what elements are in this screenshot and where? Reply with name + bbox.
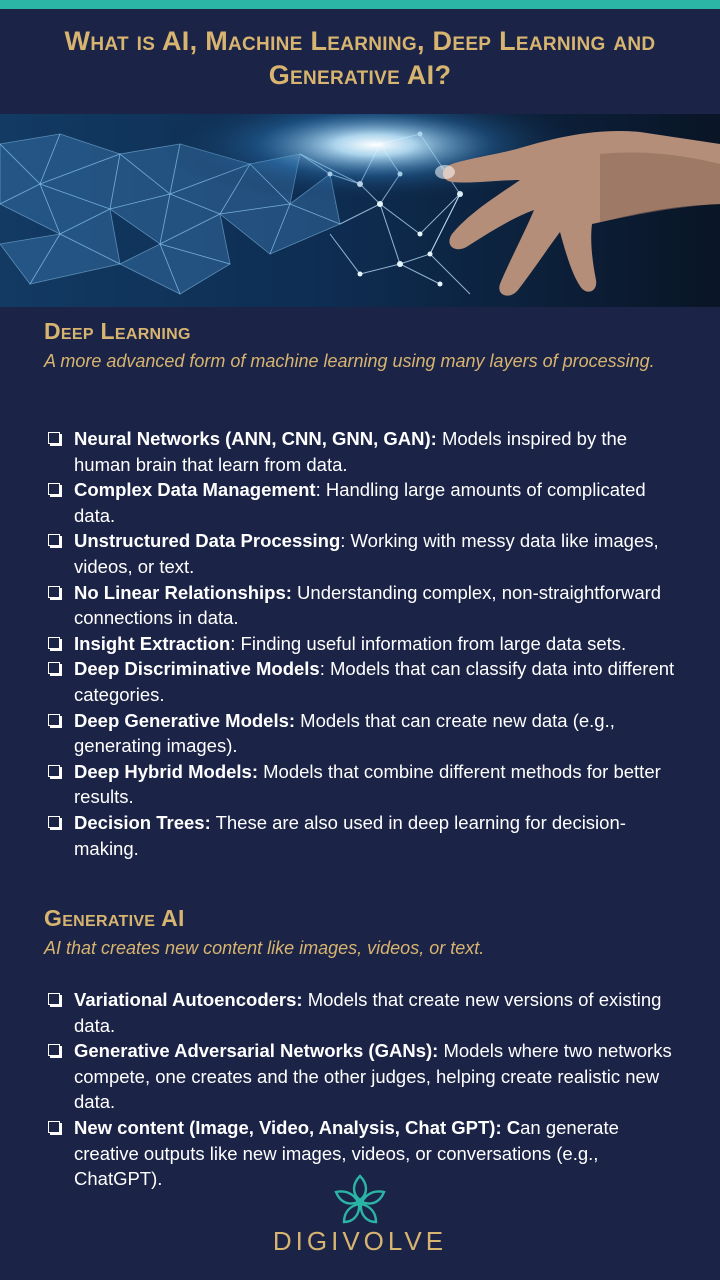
flower-logo-icon [330,1172,390,1228]
checkbox-bullet-icon [48,993,60,1005]
checkbox-bullet-icon [48,637,60,649]
page-title: What is AI, Machine Learning, Deep Learning and Generative AI? [64,26,656,90]
list-item: Deep Generative Models: Models that can create new data (e.g., generating images). [46,708,686,759]
checkbox-bullet-icon [48,1044,60,1056]
checkbox-bullet-icon [48,662,60,674]
checkbox-bullet-icon [48,483,60,495]
hero-image [0,114,720,307]
ai-hand-network-illustration [0,114,720,307]
list-item: Neural Networks (ANN, CNN, GNN, GAN): Models inspired by the human brain that learn from data. [46,426,686,477]
checkbox-bullet-icon [48,816,60,828]
generative-ai-heading: Generative AI [44,905,185,931]
checkbox-bullet-icon [48,432,60,444]
list-item: Insight Extraction: Finding useful information from large data sets. [46,631,686,657]
list-item: Variational Autoencoders: Models that create new versions of existing data. [46,987,686,1038]
list-item: New content (Image, Video, Analysis, Chat GPT): Can generate creative outputs like new images, videos, or conversations (e.g., ChatGPT). [46,1115,686,1192]
checkbox-bullet-icon [48,534,60,546]
list-item: Generative Adversarial Networks (GANs): Models where two networks compete, one creates and the other judges, helping create realistic new data. [46,1038,686,1115]
deep-learning-subtitle: A more advanced form of machine learning using many layers of processing. [44,351,655,371]
brand-logo [0,1170,720,1260]
list-item: Unstructured Data Processing: Working with messy data like images, videos, or text. [46,528,686,579]
checkbox-bullet-icon [48,714,60,726]
generative-ai-subtitle: AI that creates new content like images, videos, or text. [44,938,485,958]
list-item: Complex Data Management: Handling large amounts of complicated data. [46,477,686,528]
checkbox-bullet-icon [48,586,60,598]
list-item: Decision Trees: These are also used in deep learning for decision-making. [46,810,686,861]
deep-learning-heading: Deep Learning [44,318,191,344]
generative-ai-list [46,987,686,1192]
brand-name: DIGIVOLVE [272,1226,448,1256]
top-accent-bar [0,0,720,9]
list-item: Deep Hybrid Models: Models that combine different methods for better results. [46,759,686,810]
list-item: No Linear Relationships: Understanding complex, non-straightforward connections in data. [46,580,686,631]
deep-learning-list [46,426,686,861]
checkbox-bullet-icon [48,1121,60,1133]
list-item: Deep Discriminative Models: Models that can classify data into different categories. [46,656,686,707]
checkbox-bullet-icon [48,765,60,777]
